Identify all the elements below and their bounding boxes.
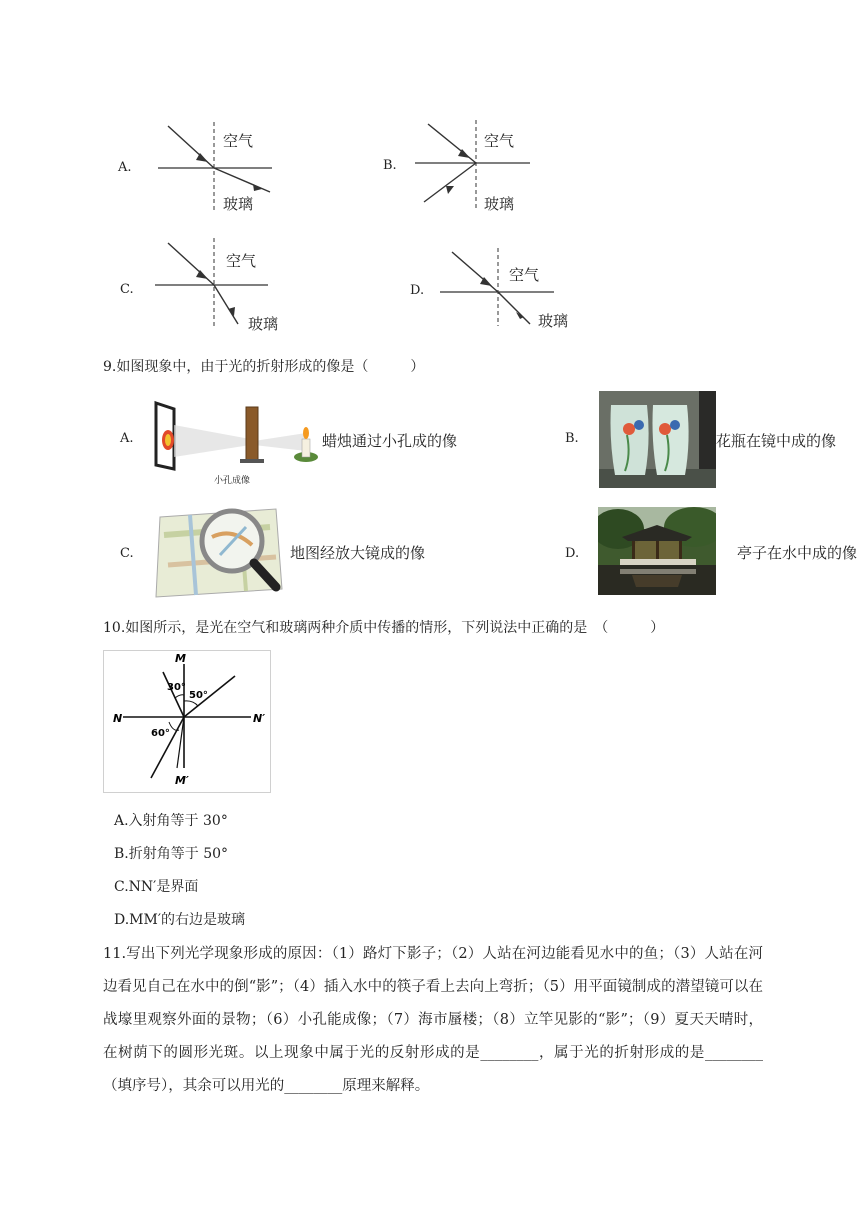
option-letter: C. [120,546,134,561]
q11-paragraph: 11.写出下列光学现象形成的原因：（1）路灯下影子；（2）人站在河边能看见水中的鱼；（3）人站在河边看见自己在水中的倒“影”；（4）插入水中的筷子看上去向上弯折；（5）用平面镜制成的潜望镜可以在战壕里观察外面的景物；（6）小孔能成像；（7）海市蜃楼；（8）立竿见影的“影”；（9）夏天天晴时，在树荫下的圆形光斑。以上现象中属于光的反射形成的是________，属于光的折射形成的是________（填序号），其余可以用光的________原理来解释。 [103,946,763,1094]
option-letter: D. [410,283,425,298]
option-letter: D. [565,546,580,561]
q10-option-a: A.入射角等于 30° [114,813,228,829]
label-n-prime: N′ [253,712,266,725]
air-label: 空气 [509,266,540,284]
option-caption: 地图经放大镜成的像 [290,544,426,562]
glass-label: 玻璃 [223,195,254,213]
q10-option-d: D.MM′的右边是玻璃 [114,912,246,928]
option-letter: A. [118,160,132,175]
option-letter: C. [120,282,134,297]
label-n: N [113,712,123,725]
option-caption: 亭子在水中成的像 [737,544,858,562]
option-letter: B. [565,431,579,446]
label-m-prime: M′ [175,774,189,787]
glass-label: 玻璃 [484,195,515,213]
label-m: M [175,652,186,665]
air-label: 空气 [226,252,257,270]
air-label: 空气 [223,132,254,150]
refraction-diagram [103,650,271,793]
option-letter: B. [383,158,397,173]
q10-option-c: C.NN′是界面 [114,879,199,895]
pinhole-image [150,395,322,485]
pavilion-reflection-image [598,507,716,595]
option-caption: 花瓶在镜中成的像 [716,432,837,450]
option-caption: 蜡烛通过小孔成的像 [322,432,458,450]
pinhole-caption: 小孔成像 [214,476,251,486]
q10-option-b: B.折射角等于 50° [114,846,229,862]
option-letter: A. [120,431,134,446]
vase-mirror-image [599,391,716,488]
angle-30-label: 30° [167,682,186,693]
q8-diagram-b [410,118,540,213]
q10-question: 10.如图所示，是光在空气和玻璃两种介质中传播的情形，下列说法中正确的是 （ ） [103,620,665,636]
glass-label: 玻璃 [248,315,279,333]
map-magnifier-image [150,505,290,601]
q9-question: 9.如图现象中，由于光的折射形成的像是（ ） [103,359,425,375]
air-label: 空气 [484,132,515,150]
q8-diagram-a [150,120,290,215]
angle-50-label: 50° [189,690,208,701]
angle-60-label: 60° [151,728,170,739]
glass-label: 玻璃 [538,312,569,330]
